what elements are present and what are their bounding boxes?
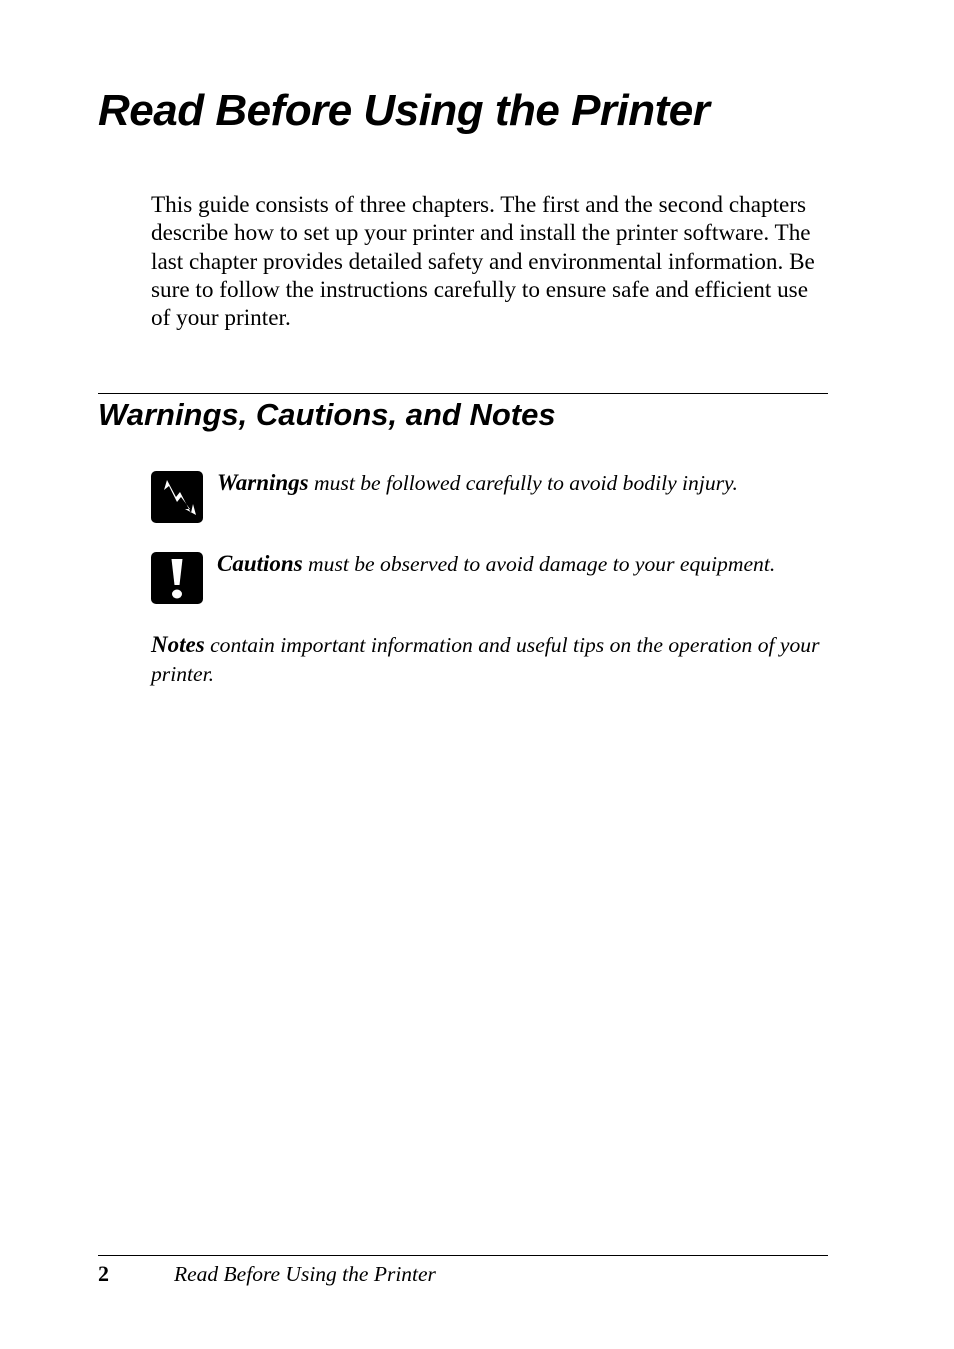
caution-term: Cautions <box>217 551 303 576</box>
section-divider <box>98 393 828 394</box>
notes-term: Notes <box>151 632 205 657</box>
caution-text <box>217 549 775 579</box>
section-title: Warnings, Cautions, and Notes <box>98 397 556 432</box>
footer-divider <box>98 1255 828 1256</box>
notes-text <box>151 630 831 689</box>
running-footer-title: Read Before Using the Printer <box>174 1262 436 1286</box>
warning-term: Warnings <box>217 470 309 495</box>
exclamation-caution-icon <box>151 552 203 604</box>
notes-description: contain important information and useful tips on the operation of your printer. <box>151 633 820 686</box>
warning-description: must be followed carefully to avoid bodily injury. <box>308 471 738 495</box>
intro-paragraph: This guide consists of three chapters. The first and the second chapters describe how to set up your printer and install the printer software. The last chapter provides detailed safety and environmental information. Be sure to follow the instructions carefully to ensure safe and efficient use of your printer. <box>151 192 815 332</box>
page-number: 2 <box>98 1261 109 1286</box>
warning-text <box>217 468 738 498</box>
caution-description: must be observed to avoid damage to your equipment. <box>302 552 776 576</box>
lightning-warning-icon <box>151 471 203 523</box>
page-title: Read Before Using the Printer <box>98 86 710 135</box>
